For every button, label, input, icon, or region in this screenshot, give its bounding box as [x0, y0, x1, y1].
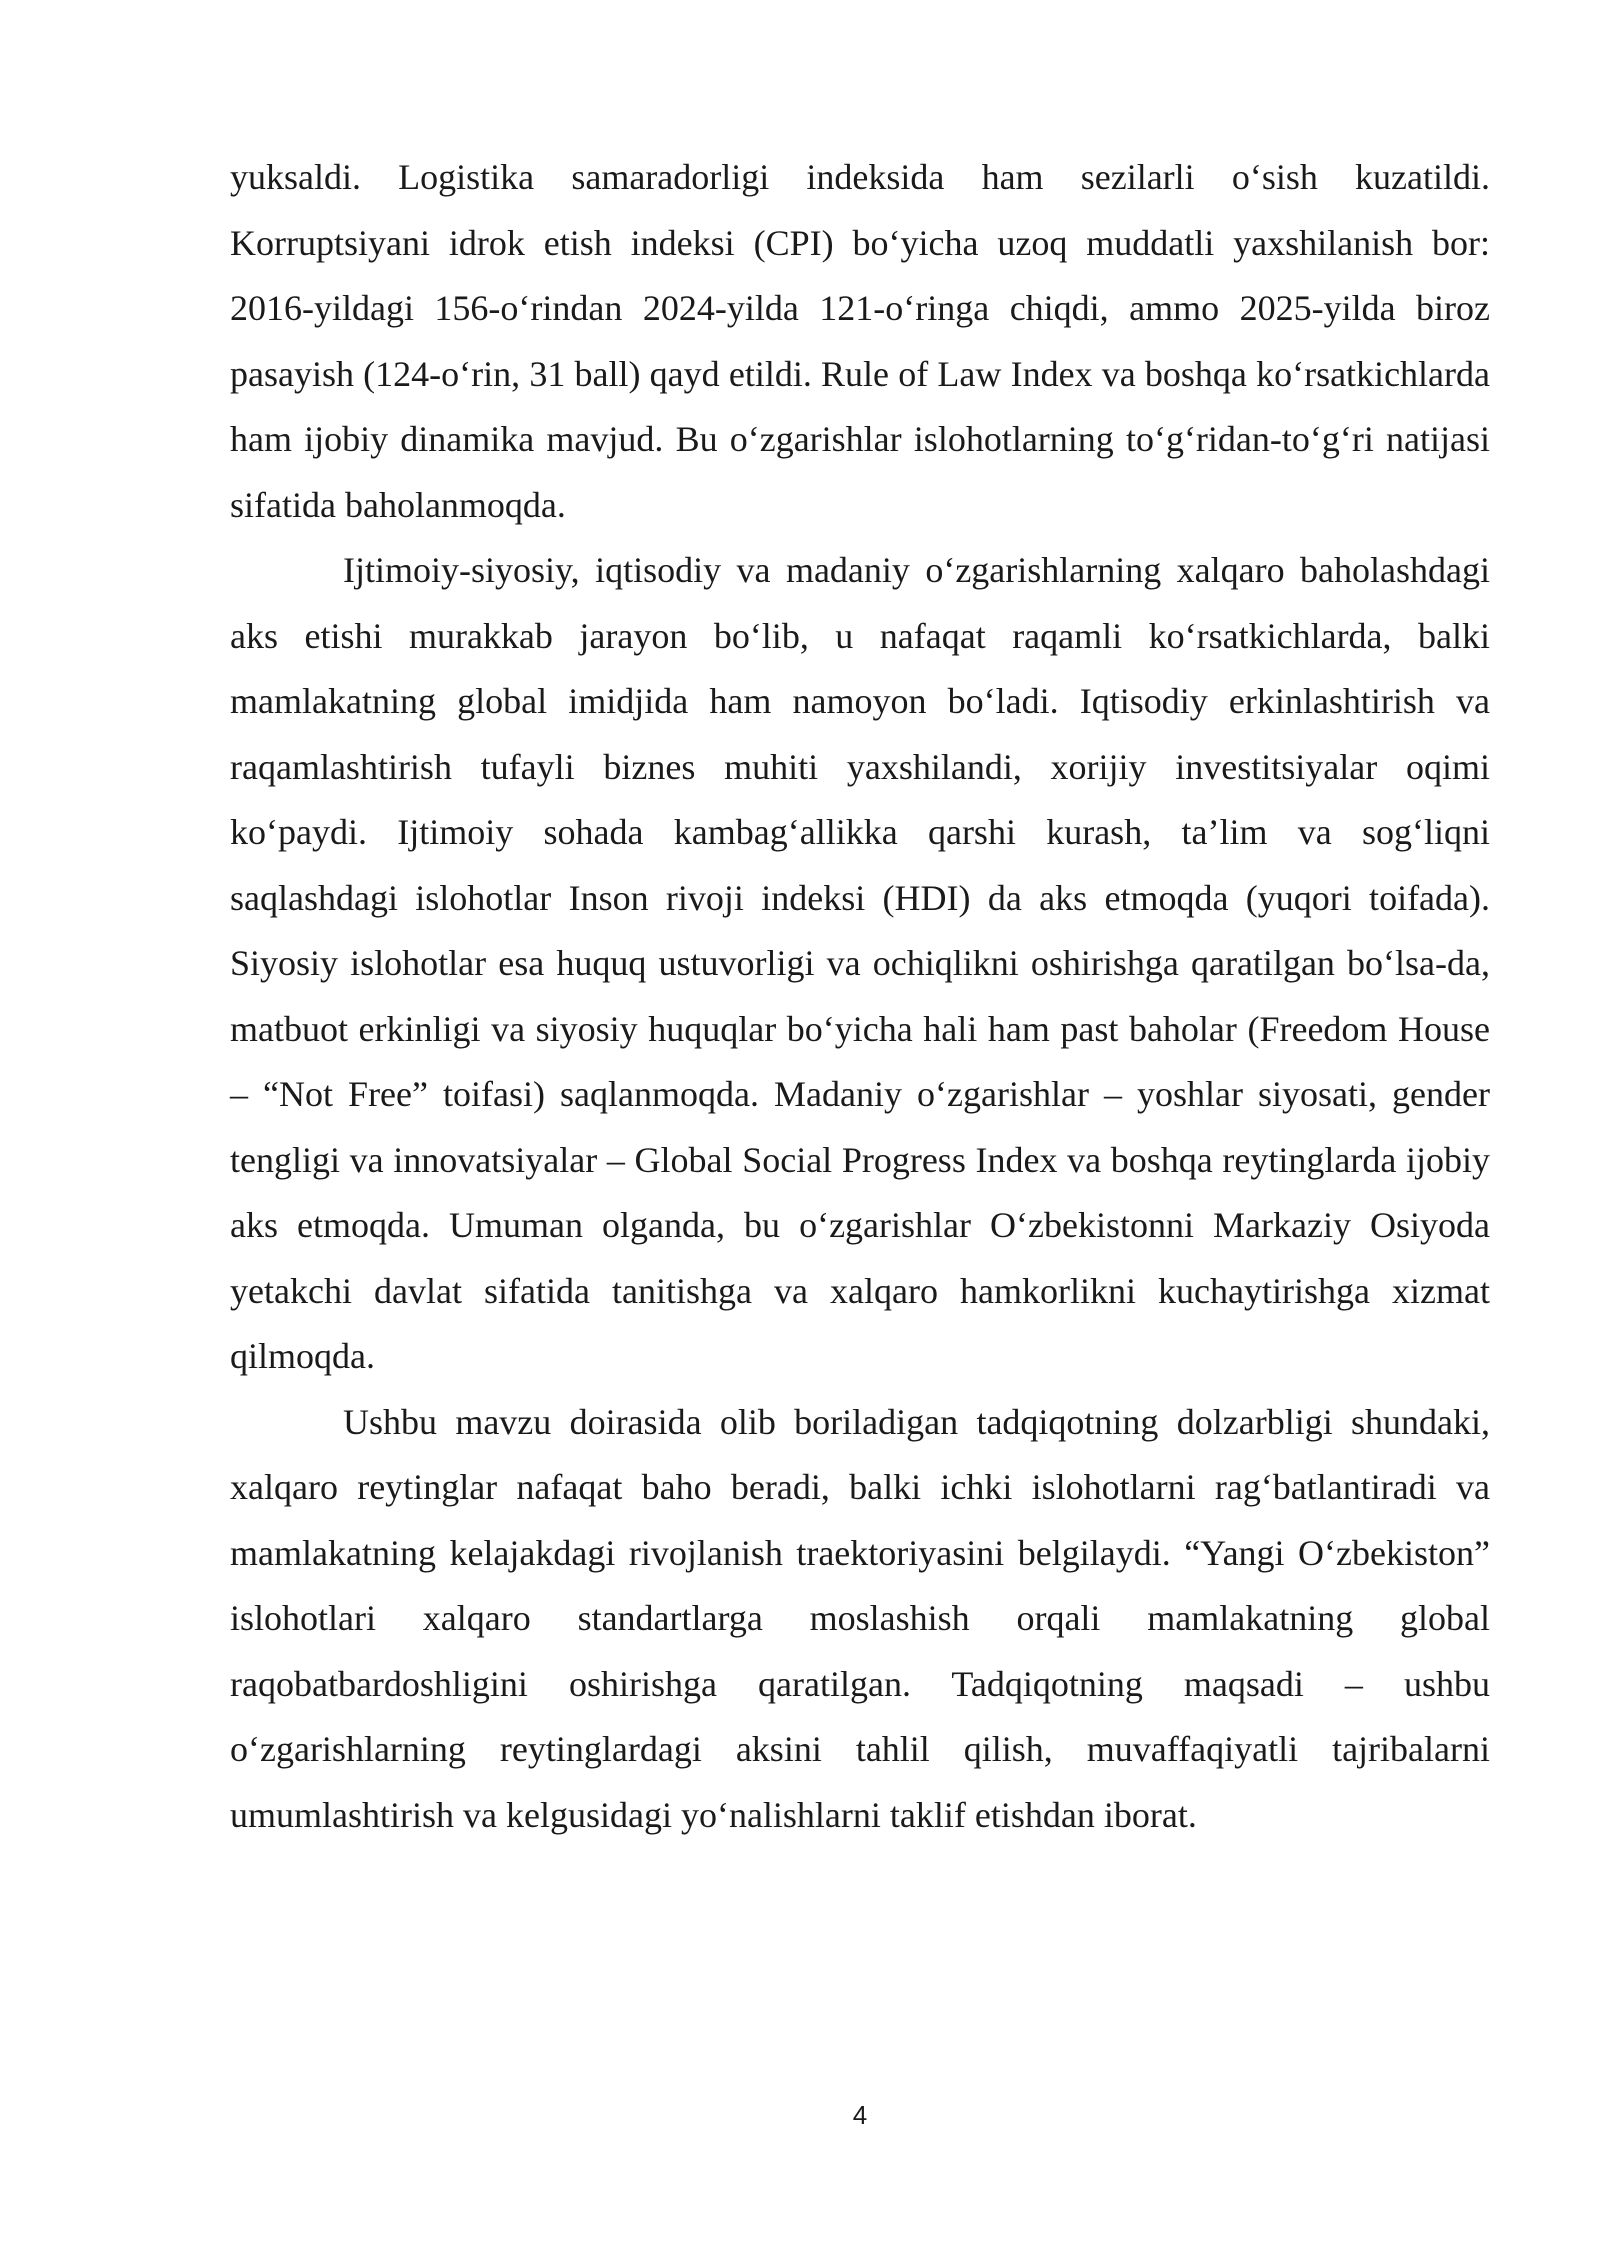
paragraph-3: Ushbu mavzu doirasida olib boriladigan tadqiqotning dolzarbligi shundaki, xalqaro reytinglar nafaqat baho beradi, balki ichki islohotlarni rag‘batlantiradi va mamlakatning kelajakdagi rivojlanish traektoriyasini belgilaydi. “Yangi O‘zbekiston” islohotlari xalqaro standartlarga moslashish orqali mamlakatning global raqobatbardoshligini oshirishga qaratilgan. Tadqiqotning maqsadi – ushbu o‘zgarishlarning reytinglardagi aksini tahlil qilish, muvaffaqiyatli tajribalarni umumlashtirish va kelgusidagi yo‘nalishlarni taklif etishdan iborat. [230, 1401, 1490, 1835]
page-number: 4 [852, 2100, 868, 2130]
paragraph-2: Ijtimoiy-siyosiy, iqtisodiy va madaniy o‘zgarishlarning xalqaro baholashdagi aks etishi murakkab jarayon bo‘lib, u nafaqat raqamli ko‘rsatkichlarda, balki mamlakatning global imidjida ham namoyon bo‘ladi. Iqtisodiy erkinlashtirish va raqamlashtirish tufayli biznes muhiti yaxshilandi, xorijiy investitsiyalar oqimi ko‘paydi. Ijtimoiy sohada kambag‘allikka qarshi kurash, ta’lim va sog‘liqni saqlashdagi islohotlar Inson rivoji indeksi (HDI) da aks etmoqda (yuqori toifada). Siyosiy islohotlar esa huquq ustuvorligi va ochiqlikni oshirishga qaratilgan bo‘lsa-da, matbuot erkinligi va siyosiy huquqlar bo‘yicha hali ham past baholar (Freedom House – “Not Free” toifasi) saqlanmoqda. Madaniy o‘zgarishlar – yoshlar siyosati, gender tengligi va innovatsiyalar – Global Social Progress Index va boshqa reytinglarda ijobiy aks etmoqda. Umuman olganda, bu o‘zgarishlar O‘zbekistonni Markaziy Osiyoda yetakchi davlat sifatida tanitishga va xalqaro hamkorlikni kuchaytirishga xizmat qilmoqda. [230, 550, 1490, 1376]
paragraph-1: yuksaldi. Logistika samaradorligi indeksida ham sezilarli o‘sish kuzatildi. Korruptsiyani idrok etish indeksi (CPI) bo‘yicha uzoq muddatli yaxshilanish bor: 2016-yildagi 156-o‘rindan 2024-yilda 121-o‘ringa chiqdi, ammo 2025-yilda biroz pasayish (124-o‘rin, 31 ball) qayd etildi. Rule of Law Index va boshqa ko‘rsatkichlarda ham ijobiy dinamika mavjud. Bu o‘zgarishlar islohotlarning to‘g‘ridan-to‘g‘ri natijasi sifatida baholanmoqda. [230, 157, 1490, 525]
body-text [230, 145, 1490, 1848]
